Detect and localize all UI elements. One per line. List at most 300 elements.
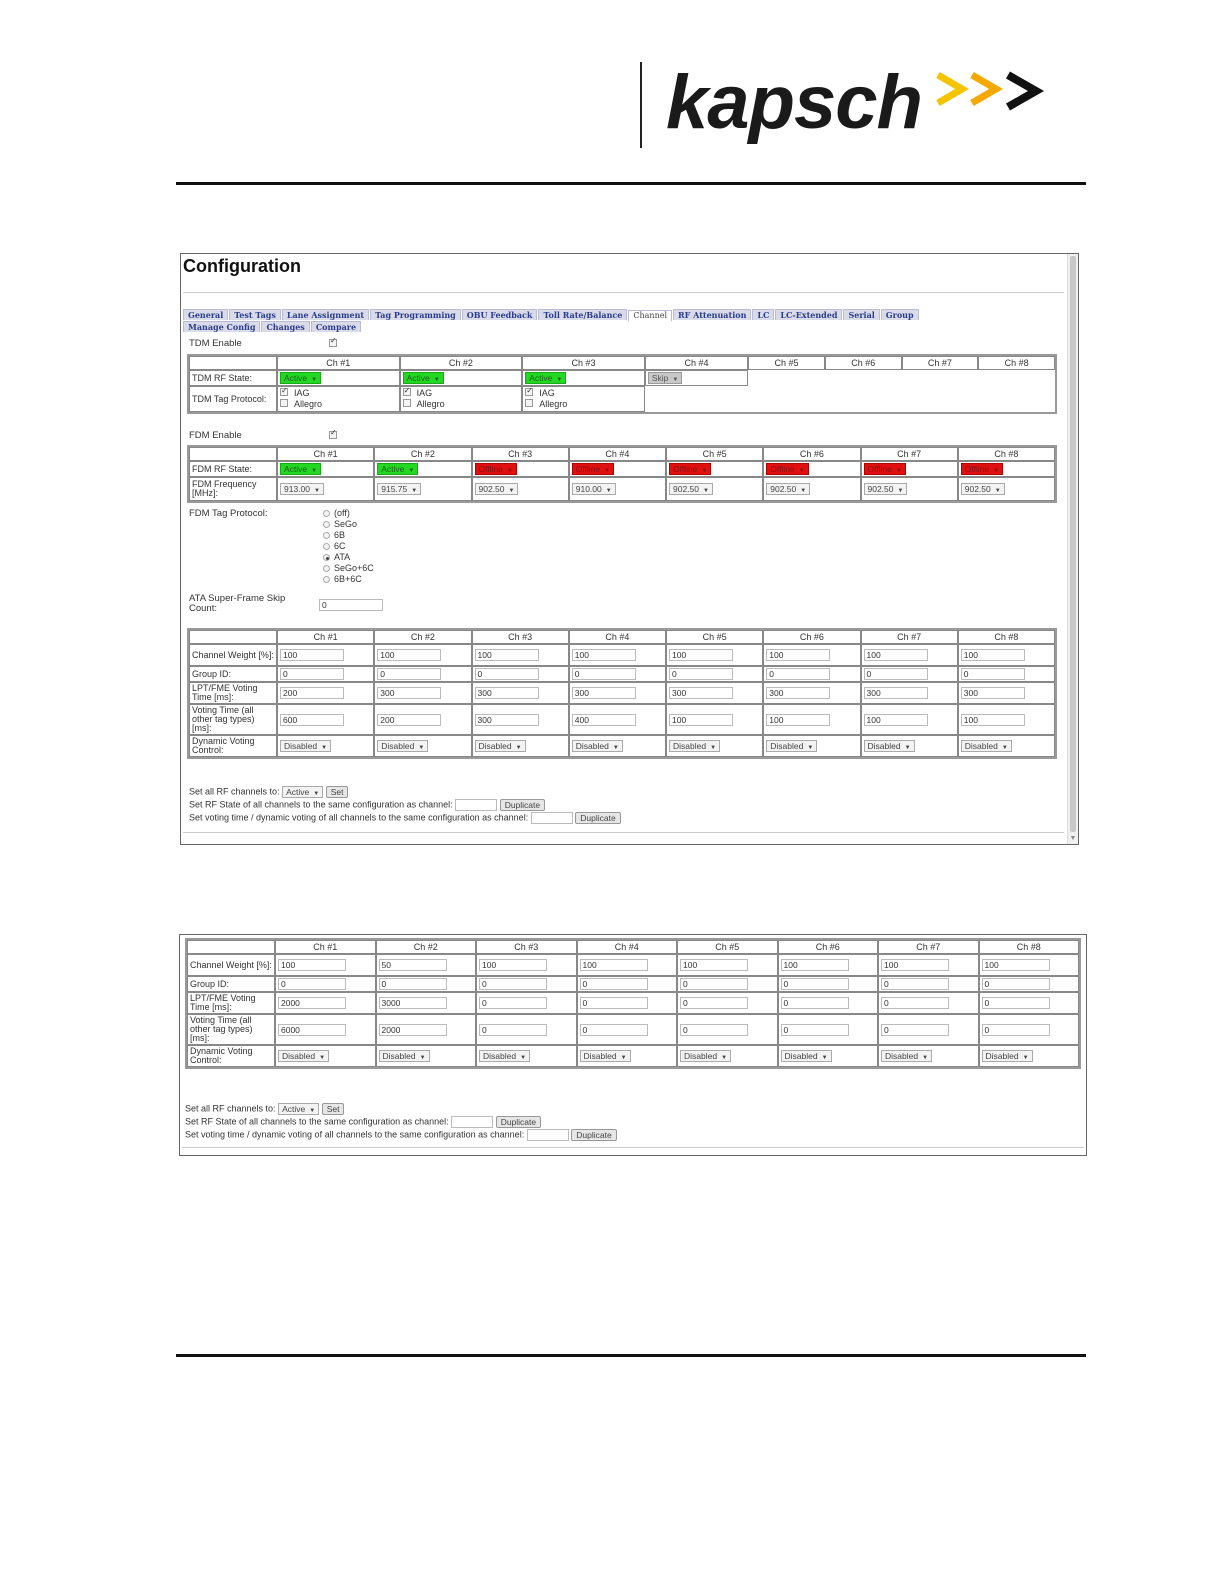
w2-header-ch5: Ch #5 — [677, 940, 778, 954]
fdm-frequency-select-ch8[interactable] — [961, 483, 1005, 495]
w1-channel-weight-input-ch4[interactable]: 100 — [572, 649, 636, 661]
w1-group-id-input-ch1[interactable]: 0 — [280, 668, 344, 680]
checkbox-icon[interactable] — [280, 388, 288, 396]
tdm-protocol-option[interactable] — [525, 399, 642, 410]
w1-header-ch5: Ch #5 — [666, 630, 763, 644]
w2-channel-weight-input-ch7[interactable]: 100 — [881, 959, 949, 971]
fdm-frequency-select-ch4-value: 910.00 — [575, 484, 602, 494]
w2-channel-weight-input-ch4[interactable]: 100 — [580, 959, 648, 971]
w1-header-row — [189, 630, 1055, 644]
chevron-down-icon: ▼ — [411, 488, 418, 494]
w2-voting-time-input-ch3[interactable]: 0 — [479, 1024, 547, 1036]
fdm-frequency-ch7 — [861, 477, 958, 501]
w2-lpt-voting-time-input-ch6[interactable]: 0 — [781, 997, 849, 1009]
w2-group-id-ch8 — [979, 976, 1080, 992]
w2-channel-weight-ch6 — [778, 954, 879, 976]
w1-group-id-input-ch2[interactable]: 0 — [377, 668, 441, 680]
fdm-rf-state-row — [189, 461, 1055, 477]
w1-dynamic-voting-select-ch8[interactable] — [961, 740, 1012, 752]
w1-group-id-input-ch5[interactable]: 0 — [669, 668, 733, 680]
radio-icon[interactable] — [323, 532, 330, 539]
w1-dynamic-voting-select-ch8-value: Disabled — [964, 741, 998, 751]
tdm-protocol-option-label: Allegro — [416, 399, 445, 409]
fdm-protocol-option[interactable] — [323, 574, 374, 585]
dup-voting-channel-input[interactable] — [531, 812, 573, 824]
w1-voting-time-input-ch2[interactable]: 200 — [377, 714, 441, 726]
w1-channel-weight-input-ch7[interactable]: 100 — [864, 649, 928, 661]
w1-lpt-voting-time-input-ch2[interactable]: 300 — [377, 687, 441, 699]
w2-lpt-voting-time-input-ch3[interactable]: 0 — [479, 997, 547, 1009]
tdm-protocol-option[interactable] — [280, 388, 397, 399]
fdm-frequency-select-ch2-value: 915.75 — [381, 484, 408, 494]
w1-group-id-ch2 — [374, 666, 471, 682]
chevron-down-icon: ▼ — [672, 377, 679, 383]
tab-compare[interactable]: Compare — [311, 321, 361, 332]
w2-dynamic-voting-select-ch1-value: Disabled — [282, 1051, 316, 1061]
w2-dynamic-voting-ch8 — [979, 1045, 1080, 1067]
ata-skip-label: ATA Super-Frame Skip Count: — [189, 593, 286, 614]
dup-rf-row — [189, 799, 545, 811]
w1-channel-weight-ch8 — [958, 644, 1055, 666]
dup-rf-button-2[interactable]: Duplicate — [496, 1116, 541, 1128]
fdm-frequency-ch4 — [569, 477, 666, 501]
w1-header-ch3: Ch #3 — [472, 630, 569, 644]
fdm-rf-state-select-ch5[interactable] — [669, 463, 711, 475]
w1-header-ch7: Ch #7 — [861, 630, 958, 644]
w2-header-ch8: Ch #8 — [979, 940, 1080, 954]
fdm-frequency-select-ch7[interactable] — [864, 483, 908, 495]
dup-voting-row — [189, 812, 621, 824]
fdm-rf-state-select-ch7-value: Offline — [867, 464, 892, 474]
chevron-down-icon: ▼ — [321, 745, 328, 751]
w2-voting-time-ch8 — [979, 1014, 1080, 1045]
fdm-enable-checkbox[interactable] — [329, 431, 337, 442]
w1-group-id-input-ch3[interactable]: 0 — [475, 668, 539, 680]
w1-lpt-voting-time-label: LPT/FME Voting Time [ms]: — [189, 682, 277, 704]
chevron-down-icon: ▼ — [895, 468, 902, 474]
fdm-frequency-select-ch1-value: 913.00 — [284, 484, 310, 494]
tdm-header-ch2: Ch #2 — [400, 356, 523, 370]
w2-group-id-ch7 — [878, 976, 979, 992]
fdm-protocol-option[interactable] — [323, 519, 374, 530]
tdm-protocol-option-label: IAG — [539, 388, 555, 398]
tdm-table — [187, 354, 1057, 414]
w2-header-ch4: Ch #4 — [577, 940, 678, 954]
w1-group-id-row — [189, 666, 1055, 682]
w2-voting-time-ch1 — [275, 1014, 376, 1045]
w2-group-id-input-ch3[interactable]: 0 — [479, 978, 547, 990]
tab-rf-attenuation[interactable]: RF Attenuation — [673, 309, 751, 320]
w1-dynamic-voting-select-ch4-value: Disabled — [575, 741, 609, 751]
tdm-rf-state-select-ch3[interactable] — [525, 372, 566, 384]
dup-voting-label-2: Set voting time / dynamic voting of all channels to the same configuration as channel: — [185, 1129, 525, 1140]
w2-dynamic-voting-select-ch6-value: Disabled — [784, 1051, 818, 1061]
checkbox-icon[interactable] — [280, 399, 288, 407]
w2-dynamic-voting-label: Dynamic Voting Control: — [187, 1045, 275, 1067]
tdm-protocol-option[interactable] — [280, 399, 397, 410]
chevron-down-icon: ▼ — [807, 745, 814, 751]
w2-dynamic-voting-ch2 — [376, 1045, 477, 1067]
w2-lpt-voting-time-input-ch1[interactable]: 2000 — [278, 997, 346, 1009]
w1-voting-time-input-ch4[interactable]: 400 — [572, 714, 636, 726]
tdm-tag-protocol-ch8 — [978, 386, 1055, 412]
w2-group-id-ch6 — [778, 976, 879, 992]
fdm-frequency-select-ch1[interactable] — [280, 483, 324, 495]
tdm-rf-state-label: TDM RF State: — [189, 370, 277, 386]
fdm-rf-state-select-ch7[interactable] — [864, 463, 906, 475]
w1-voting-time-input-ch8[interactable]: 100 — [961, 714, 1025, 726]
w2-dynamic-voting-select-ch1[interactable] — [278, 1050, 329, 1062]
fdm-protocol-option[interactable] — [323, 508, 374, 519]
w2-group-id-input-ch4[interactable]: 0 — [580, 978, 648, 990]
fdm-rf-state-select-ch6[interactable] — [766, 463, 808, 475]
tab-lane-assignment[interactable]: Lane Assignment — [282, 309, 369, 320]
fdm-protocol-option-label: SeGo — [334, 519, 358, 529]
fdm-rf-state-ch1 — [277, 461, 374, 477]
w2-voting-time-input-ch6[interactable]: 0 — [781, 1024, 849, 1036]
w2-dynamic-voting-select-ch5[interactable] — [680, 1050, 731, 1062]
w1-group-id-input-ch7[interactable]: 0 — [864, 668, 928, 680]
fdm-frequency-ch2 — [374, 477, 471, 501]
set-button-2[interactable]: Set — [322, 1103, 345, 1115]
fdm-protocol-option-label: 6C — [334, 541, 346, 551]
w1-channel-weight-ch3 — [472, 644, 569, 666]
dup-rf-channel-input-2[interactable] — [451, 1116, 493, 1128]
w2-dynamic-voting-row — [187, 1045, 1079, 1067]
tab-general[interactable]: General — [183, 309, 228, 320]
w1-dynamic-voting-ch3 — [472, 735, 569, 757]
fdm-frequency-ch6 — [763, 477, 860, 501]
w1-group-id-ch1 — [277, 666, 374, 682]
fdm-rf-state-select-ch1-value: Active — [284, 464, 308, 474]
vertical-scrollbar[interactable]: ▼ — [1067, 254, 1078, 844]
w1-lpt-voting-time-input-ch3[interactable]: 300 — [475, 687, 539, 699]
w2-channel-weight-ch3 — [476, 954, 577, 976]
w2-header-ch3: Ch #3 — [476, 940, 577, 954]
dup-rf-row-2 — [185, 1116, 541, 1128]
w2-header-ch2: Ch #2 — [376, 940, 477, 954]
w2-group-id-input-ch8[interactable]: 0 — [982, 978, 1050, 990]
w2-dynamic-voting-select-ch6[interactable] — [781, 1050, 832, 1062]
set-all-select-2[interactable]: Active ▼ — [278, 1103, 319, 1115]
chevron-down-icon: ▼ — [710, 745, 717, 751]
title-rule — [183, 292, 1064, 293]
tab-toll-rate-balance[interactable]: Toll Rate/Balance — [538, 309, 627, 320]
chevron-down-icon: ▼ — [311, 377, 318, 383]
w2-lpt-voting-time-ch3 — [476, 992, 577, 1014]
w1-dynamic-voting-select-ch6-value: Disabled — [770, 741, 804, 751]
tdm-protocol-option-label: Allegro — [539, 399, 568, 409]
tdm-protocol-option-label: Allegro — [294, 399, 323, 409]
w2-dynamic-voting-select-ch7[interactable] — [881, 1050, 932, 1062]
tdm-protocol-option[interactable] — [403, 388, 520, 399]
w1-lpt-voting-time-input-ch6[interactable]: 300 — [766, 687, 830, 699]
fdm-rf-state-ch6 — [763, 461, 860, 477]
w2-dynamic-voting-select-ch8[interactable] — [982, 1050, 1033, 1062]
w2-channel-weight-input-ch3[interactable]: 100 — [479, 959, 547, 971]
dup-rf-label: Set RF State of all channels to the same configuration as channel: — [189, 799, 453, 810]
tdm-rf-state-select-ch1-value: Active — [284, 373, 308, 383]
w1-group-id-input-ch4[interactable]: 0 — [572, 668, 636, 680]
w2-lpt-voting-time-ch7 — [878, 992, 979, 1014]
w2-lpt-voting-time-input-ch5[interactable]: 0 — [680, 997, 748, 1009]
w1-voting-time-input-ch6[interactable]: 100 — [766, 714, 830, 726]
fdm-rf-state-select-ch8[interactable] — [961, 463, 1003, 475]
fdm-frequency-ch5 — [666, 477, 763, 501]
w2-voting-time-row — [187, 1014, 1079, 1045]
w1-voting-time-ch7 — [861, 704, 958, 735]
w2-channel-weight-ch8 — [979, 954, 1080, 976]
tdm-corner-cell — [189, 356, 277, 370]
channel-config-screenshot — [180, 253, 1079, 845]
radio-icon[interactable] — [323, 510, 330, 517]
w2-channel-weight-input-ch1[interactable]: 100 — [278, 959, 346, 971]
w2-voting-time-ch4 — [577, 1014, 678, 1045]
w1-lpt-voting-time-input-ch7[interactable]: 300 — [864, 687, 928, 699]
w2-dynamic-voting-select-ch4-value: Disabled — [583, 1051, 617, 1061]
fdm-rf-state-ch2 — [374, 461, 471, 477]
radio-icon[interactable] — [323, 554, 330, 561]
tab-lc-extended[interactable]: LC-Extended — [775, 309, 842, 320]
w2-channel-weight-input-ch5[interactable]: 100 — [680, 959, 748, 971]
fdm-protocol-option[interactable] — [323, 541, 374, 552]
tdm-protocol-option-label: IAG — [294, 388, 310, 398]
w2-voting-time-input-ch7[interactable]: 0 — [881, 1024, 949, 1036]
w1-lpt-voting-time-ch5 — [666, 682, 763, 704]
w1-channel-weight-input-ch2[interactable]: 100 — [377, 649, 441, 661]
w1-lpt-voting-time-ch2 — [374, 682, 471, 704]
tab-group[interactable]: Group — [881, 309, 919, 320]
w2-group-id-ch5 — [677, 976, 778, 992]
tdm-rf-state-select-ch4-value: Skip — [651, 373, 669, 383]
w1-voting-time-ch6 — [763, 704, 860, 735]
w2-group-id-input-ch2[interactable]: 0 — [379, 978, 447, 990]
w2-voting-time-input-ch4[interactable]: 0 — [580, 1024, 648, 1036]
chevron-down-icon: ▼ — [1022, 1055, 1029, 1061]
tab-serial[interactable]: Serial — [843, 309, 879, 320]
fdm-protocol-option[interactable] — [323, 530, 374, 541]
dup-rf-channel-input[interactable] — [455, 799, 497, 811]
w1-channel-weight-input-ch1[interactable]: 100 — [280, 649, 344, 661]
w2-channel-weight-input-ch6[interactable]: 100 — [781, 959, 849, 971]
w1-lpt-voting-time-input-ch1[interactable]: 200 — [280, 687, 344, 699]
w2-dynamic-voting-select-ch2-value: Disabled — [382, 1051, 416, 1061]
w2-lpt-voting-time-input-ch8[interactable]: 0 — [982, 997, 1050, 1009]
w2-voting-time-input-ch1[interactable]: 6000 — [278, 1024, 346, 1036]
tdm-rf-state-select-ch1[interactable] — [280, 372, 321, 384]
fdm-frequency-select-ch4[interactable] — [572, 483, 616, 495]
w2-channel-weight-label: Channel Weight [%]: — [187, 954, 275, 976]
w2-group-id-ch4 — [577, 976, 678, 992]
fdm-frequency-ch3 — [472, 477, 569, 501]
fdm-frequency-select-ch3[interactable] — [475, 483, 519, 495]
tab-channel[interactable]: Channel — [628, 310, 672, 321]
w2-channel-weight-row — [187, 954, 1079, 976]
fdm-rf-state-ch8 — [958, 461, 1055, 477]
fdm-rf-state-select-ch2-value: Active — [381, 464, 405, 474]
tab-lc[interactable]: LC — [752, 309, 774, 320]
w2-lpt-voting-time-input-ch4[interactable]: 0 — [580, 997, 648, 1009]
fdm-rf-state-select-ch2[interactable] — [377, 463, 418, 475]
w1-lpt-voting-time-input-ch4[interactable]: 300 — [572, 687, 636, 699]
w1-dynamic-voting-select-ch1[interactable] — [280, 740, 331, 752]
tdm-tag-protocol-ch1 — [277, 386, 400, 412]
w2-channel-weight-ch5 — [677, 954, 778, 976]
w1-channel-weight-ch7 — [861, 644, 958, 666]
w1-channel-weight-ch1 — [277, 644, 374, 666]
checkbox-icon[interactable] — [525, 388, 533, 396]
tab-test-tags[interactable]: Test Tags — [229, 309, 281, 320]
tab-tag-programming[interactable]: Tag Programming — [370, 309, 461, 320]
w1-lpt-voting-time-ch1 — [277, 682, 374, 704]
dup-rf-label-2: Set RF State of all channels to the same configuration as channel: — [185, 1116, 449, 1127]
set-all-select[interactable]: Active ▼ — [282, 786, 323, 798]
w1-dynamic-voting-select-ch7[interactable] — [864, 740, 915, 752]
w2-corner-cell — [187, 940, 275, 954]
fdm-frequency-select-ch2[interactable] — [377, 483, 421, 495]
w2-dynamic-voting-ch1 — [275, 1045, 376, 1067]
chevron-down-icon: ▼ — [721, 1055, 728, 1061]
fdm-rf-state-ch4 — [569, 461, 666, 477]
w2-dynamic-voting-select-ch2[interactable] — [379, 1050, 430, 1062]
w1-lpt-voting-time-row — [189, 682, 1055, 704]
w2-group-id-input-ch6[interactable]: 0 — [781, 978, 849, 990]
w2-voting-time-input-ch8[interactable]: 0 — [982, 1024, 1050, 1036]
ata-skip-input[interactable]: 0 — [319, 599, 383, 611]
w1-voting-time-label: Voting Time (all other tag types) [ms]: — [189, 704, 277, 735]
w1-group-id-input-ch8[interactable]: 0 — [961, 668, 1025, 680]
w1-channel-weight-input-ch3[interactable]: 100 — [475, 649, 539, 661]
w1-voting-time-input-ch1[interactable]: 600 — [280, 714, 344, 726]
tdm-enable-checkbox[interactable] — [329, 339, 337, 350]
w2-lpt-voting-time-ch8 — [979, 992, 1080, 1014]
w2-voting-time-input-ch5[interactable]: 0 — [680, 1024, 748, 1036]
w2-dynamic-voting-select-ch7-value: Disabled — [885, 1051, 919, 1061]
checkbox-icon[interactable] — [403, 388, 411, 396]
fdm-protocol-option[interactable] — [323, 552, 374, 563]
w2-dynamic-voting-select-ch3-value: Disabled — [483, 1051, 517, 1061]
set-button[interactable]: Set — [326, 786, 349, 798]
page-title: Configuration — [183, 256, 301, 276]
tdm-rf-state-select-ch4[interactable] — [648, 372, 683, 384]
fdm-rf-state-ch5 — [666, 461, 763, 477]
radio-icon[interactable] — [323, 543, 330, 550]
tab-manage-config[interactable]: Manage Config — [183, 321, 260, 332]
w2-group-id-input-ch1[interactable]: 0 — [278, 978, 346, 990]
w2-voting-time-ch7 — [878, 1014, 979, 1045]
w1-group-id-input-ch6[interactable]: 0 — [766, 668, 830, 680]
w1-lpt-voting-time-input-ch5[interactable]: 300 — [669, 687, 733, 699]
w2-group-id-input-ch5[interactable]: 0 — [680, 978, 748, 990]
fdm-rf-state-select-ch3[interactable] — [475, 463, 517, 475]
w1-voting-time-input-ch7[interactable]: 100 — [864, 714, 928, 726]
w1-channel-weight-label: Channel Weight [%]: — [189, 644, 277, 666]
fdm-protocol-option-label: 6B+6C — [334, 574, 362, 584]
w1-group-id-ch4 — [569, 666, 666, 682]
fdm-header-ch2: Ch #2 — [374, 447, 471, 461]
tab-changes[interactable]: Changes — [261, 321, 309, 332]
radio-icon[interactable] — [323, 565, 330, 572]
w2-dynamic-voting-ch5 — [677, 1045, 778, 1067]
fdm-rf-state-select-ch1[interactable] — [280, 463, 321, 475]
fdm-table — [187, 445, 1057, 503]
dup-rf-button[interactable]: Duplicate — [500, 799, 545, 811]
tdm-protocol-option[interactable] — [403, 399, 520, 410]
fdm-rf-state-select-ch4[interactable] — [572, 463, 614, 475]
w2-voting-time-input-ch2[interactable]: 2000 — [379, 1024, 447, 1036]
tdm-rf-state-select-ch2[interactable] — [403, 372, 444, 384]
w2-channel-weight-input-ch8[interactable]: 100 — [982, 959, 1050, 971]
tdm-protocol-option[interactable] — [525, 388, 642, 399]
w1-dynamic-voting-select-ch6[interactable] — [766, 740, 817, 752]
dup-voting-button[interactable]: Duplicate — [575, 812, 620, 824]
w2-group-id-ch1 — [275, 976, 376, 992]
fdm-protocol-option[interactable] — [323, 563, 374, 574]
fdm-frequency-select-ch3-value: 902.50 — [478, 484, 505, 494]
w2-voting-time-ch3 — [476, 1014, 577, 1045]
w2-dynamic-voting-select-ch4[interactable] — [580, 1050, 631, 1062]
w1-channel-weight-ch4 — [569, 644, 666, 666]
w1-dynamic-voting-select-ch4[interactable] — [572, 740, 623, 752]
w1-dynamic-voting-select-ch5[interactable] — [669, 740, 720, 752]
radio-icon[interactable] — [323, 521, 330, 528]
chevron-down-icon: ▼ — [800, 488, 807, 494]
w2-lpt-voting-time-ch5 — [677, 992, 778, 1014]
w1-voting-time-ch3 — [472, 704, 569, 735]
tdm-protocol-option-label: IAG — [416, 388, 433, 398]
checkbox-icon[interactable] — [403, 399, 411, 407]
fdm-rf-state-select-ch8-value: Offline — [964, 464, 990, 474]
w1-channel-weight-input-ch8[interactable]: 100 — [961, 649, 1025, 661]
w1-lpt-voting-time-input-ch8[interactable]: 300 — [961, 687, 1025, 699]
dup-voting-channel-input-2[interactable] — [527, 1129, 569, 1141]
w1-dynamic-voting-ch5 — [666, 735, 763, 757]
w2-channel-weight-input-ch2[interactable]: 50 — [379, 959, 447, 971]
w1-dynamic-voting-select-ch3[interactable] — [475, 740, 526, 752]
radio-icon[interactable] — [323, 576, 330, 583]
w1-voting-time-input-ch5[interactable]: 100 — [669, 714, 733, 726]
tdm-tag-protocol-ch7 — [902, 386, 979, 412]
tdm-rf-state-ch6 — [825, 370, 902, 386]
fdm-rf-state-select-ch4-value: Offline — [575, 464, 601, 474]
chevron-down-icon: ▼ — [408, 468, 415, 474]
w1-dynamic-voting-select-ch2[interactable] — [377, 740, 428, 752]
w1-channel-weight-input-ch5[interactable]: 100 — [669, 649, 733, 661]
w1-channel-weight-input-ch6[interactable]: 100 — [766, 649, 830, 661]
w2-channel-weight-ch4 — [577, 954, 678, 976]
dup-voting-button-2[interactable]: Duplicate — [571, 1129, 616, 1141]
fdm-frequency-select-ch6[interactable] — [766, 483, 810, 495]
fdm-header-ch1: Ch #1 — [277, 447, 374, 461]
tdm-tag-protocol-ch3 — [522, 386, 645, 412]
tdm-rf-state-ch4 — [645, 370, 748, 386]
w2-dynamic-voting-ch6 — [778, 1045, 879, 1067]
tdm-rf-state-ch8 — [978, 370, 1055, 386]
checkbox-icon[interactable] — [525, 399, 533, 407]
w2-dynamic-voting-select-ch3[interactable] — [479, 1050, 530, 1062]
fdm-header-row — [189, 447, 1055, 461]
dup-voting-row-2 — [185, 1129, 617, 1141]
w2-lpt-voting-time-input-ch7[interactable]: 0 — [881, 997, 949, 1009]
w1-voting-time-input-ch3[interactable]: 300 — [475, 714, 539, 726]
chevron-down-icon: ▼ — [311, 468, 318, 474]
fdm-frequency-select-ch5[interactable] — [669, 483, 713, 495]
fdm-header-ch8: Ch #8 — [958, 447, 1055, 461]
w1-lpt-voting-time-ch6 — [763, 682, 860, 704]
w2-lpt-voting-time-input-ch2[interactable]: 3000 — [379, 997, 447, 1009]
w2-group-id-input-ch7[interactable]: 0 — [881, 978, 949, 990]
tab-obu-feedback[interactable]: OBU Feedback — [462, 309, 538, 320]
